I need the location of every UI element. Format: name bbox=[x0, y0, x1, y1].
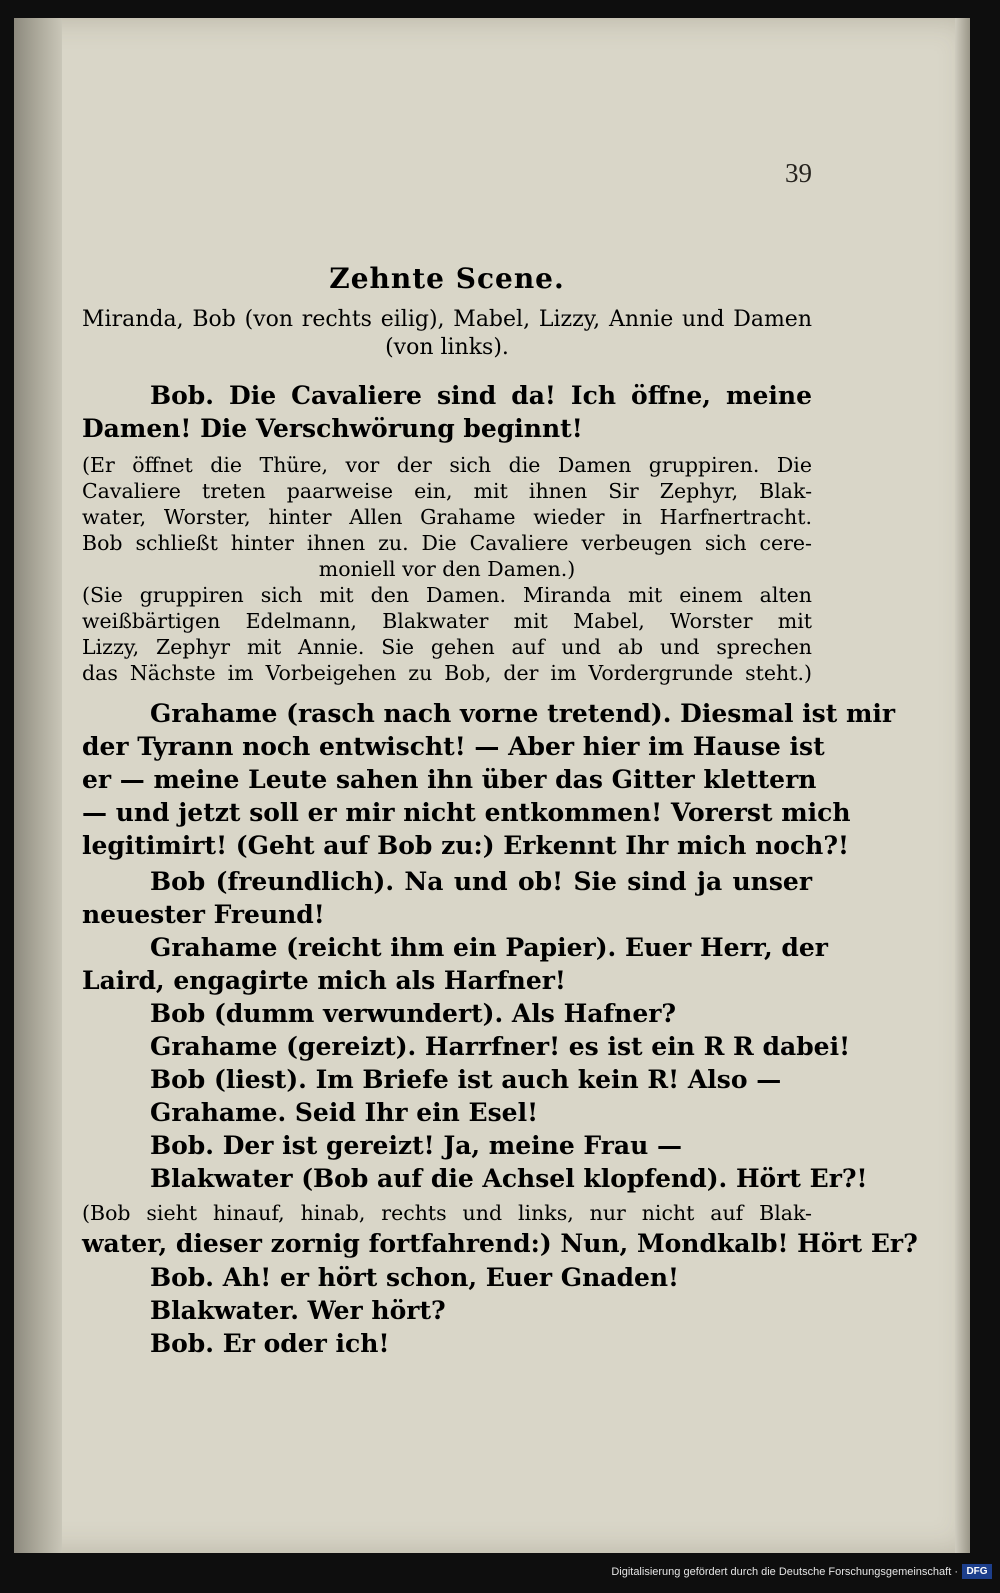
scene-title: Zehnte Scene. bbox=[329, 262, 565, 295]
text-line: Grahame. Seid Ihr ein Esel! bbox=[150, 1098, 539, 1127]
text-line: Blakwater. Wer hört? bbox=[150, 1296, 446, 1325]
text-line: Bob. Der ist gereizt! Ja, meine Frau — bbox=[150, 1131, 682, 1160]
text-line: water, Worster, hinter Allen Grahame wieder in Harfnertracht. bbox=[82, 505, 812, 529]
page-edge bbox=[955, 18, 970, 1553]
text-line: Bob. Die Cavaliere sind da! Ich öffne, meine bbox=[150, 381, 812, 410]
text-line: Laird, engagirte mich als Harfner! bbox=[82, 966, 566, 995]
text-line: Bob. Er oder ich! bbox=[150, 1329, 390, 1358]
text-line: Bob (liest). Im Briefe ist auch kein R! Also — bbox=[150, 1065, 782, 1094]
page-gutter bbox=[14, 18, 62, 1553]
text-line: weißbärtigen Edelmann, Blakwater mit Mabel, Worster mit bbox=[82, 609, 812, 633]
text-line: das Nächste im Vorbeigehen zu Bob, der im Vordergrunde steht.) bbox=[82, 661, 812, 685]
text-line: water, dieser zornig fortfahrend:) Nun, Mondkalb! Hört Er? bbox=[82, 1229, 918, 1258]
text-line: Bob (dumm verwundert). Als Hafner? bbox=[150, 999, 677, 1028]
text-line: Blakwater (Bob auf die Achsel klopfend). Hört Er?! bbox=[150, 1164, 868, 1193]
page-number: 39 bbox=[785, 158, 812, 188]
text-line: Lizzy, Zephyr mit Annie. Sie gehen auf und ab und sprechen bbox=[82, 635, 812, 659]
text-line: neuester Freund! bbox=[82, 900, 325, 929]
dfg-logo: DFG bbox=[962, 1564, 992, 1579]
text-line: Bob schließt hinter ihnen zu. Die Cavaliere verbeugen sich cere- bbox=[82, 531, 812, 555]
text-line: (Sie gruppiren sich mit den Damen. Miranda mit einem alten bbox=[82, 583, 812, 607]
text-line: er — meine Leute sahen ihn über das Gitter klettern bbox=[82, 765, 817, 794]
text-line: der Tyrann noch entwischt! — Aber hier im Hause ist bbox=[82, 732, 825, 761]
text-line: — und jetzt soll er mir nicht entkommen! Vorerst mich bbox=[82, 798, 851, 827]
text-line: Grahame (rasch nach vorne tretend). Diesmal ist mir bbox=[150, 699, 896, 728]
text-line: (Bob sieht hinauf, hinab, rechts und links, nur nicht auf Blak- bbox=[82, 1201, 812, 1225]
text-line: Bob. Ah! er hört schon, Euer Gnaden! bbox=[150, 1263, 680, 1292]
text-line: moniell vor den Damen.) bbox=[318, 557, 576, 581]
scene-persons: Miranda, Bob (von rechts eilig), Mabel, Lizzy, Annie und Damen (von links). bbox=[82, 307, 812, 360]
text-line: Grahame (reicht ihm ein Papier). Euer Herr, der bbox=[150, 933, 828, 962]
funding-footer: Digitalisierung gefördert durch die Deutsche Forschungsgemeinschaft · bbox=[611, 1566, 958, 1578]
text-line: Bob (freundlich). Na und ob! Sie sind ja unser bbox=[150, 867, 812, 896]
text-line: Cavaliere treten paarweise ein, mit ihnen Sir Zephyr, Blak- bbox=[82, 479, 812, 503]
text-line: (Er öffnet die Thüre, vor der sich die Damen gruppiren. Die bbox=[82, 453, 812, 477]
text-line: Grahame (gereizt). Harrfner! es ist ein R R dabei! bbox=[150, 1032, 851, 1061]
text-line: legitimirt! (Geht auf Bob zu:) Erkennt Ihr mich noch?! bbox=[82, 831, 849, 860]
text-line: Damen! Die Verschwörung beginnt! bbox=[82, 414, 583, 443]
